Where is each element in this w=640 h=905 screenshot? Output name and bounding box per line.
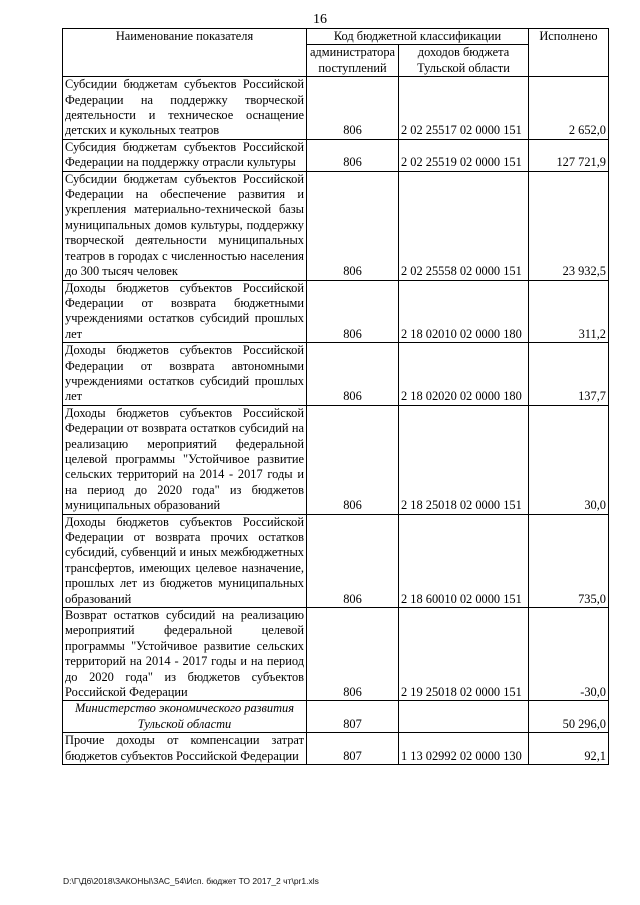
administrator-code-cell: 806 [307, 343, 399, 406]
income-code-cell: 2 19 25018 02 0000 151 [399, 608, 529, 701]
ministry-row [63, 701, 609, 733]
header-budget-income: доходов бюджета Тульской области [399, 45, 529, 77]
table-row [63, 280, 609, 343]
ministry-name-cell: Министерство экономического развития Тульской области [63, 701, 307, 733]
page-number: 16 [313, 12, 327, 27]
header-indicator-name: Наименование показателя [63, 29, 307, 77]
executed-amount-cell: 30,0 [529, 405, 609, 514]
executed-amount-cell: 311,2 [529, 280, 609, 343]
table-row [63, 405, 609, 514]
income-code-cell [399, 701, 529, 733]
indicator-name-cell: Доходы бюджетов субъектов Российской Федерации от возврата остатков субсидий на реализацию мероприятий федеральной целевой программы "Устойчивое развитие сельских территорий на 2014 - 2017 годы и на период до 2020 года" из бюджетов муниципальных образований [63, 405, 307, 514]
income-code-cell: 2 18 25018 02 0000 151 [399, 405, 529, 514]
income-code-cell: 2 18 60010 02 0000 151 [399, 514, 529, 607]
indicator-name-cell: Доходы бюджетов субъектов Российской Федерации от возврата автономными учреждениями остатков субсидий прошлых лет [63, 343, 307, 406]
administrator-code-cell: 806 [307, 280, 399, 343]
income-code-cell: 2 02 25519 02 0000 151 [399, 139, 529, 171]
executed-amount-cell: 127 721,9 [529, 139, 609, 171]
administrator-code-cell: 806 [307, 77, 399, 140]
income-code-cell: 2 18 02010 02 0000 180 [399, 280, 529, 343]
table-row [63, 733, 609, 765]
file-path-footer: D:\Г\Д6\2018\ЗАКОНЫ\ЗАС_54\Исп. бюджет ТО 2017_2 чт\pr1.xls [63, 876, 319, 886]
administrator-code-cell: 806 [307, 405, 399, 514]
executed-amount-cell: 92,1 [529, 733, 609, 765]
table-row [63, 343, 609, 406]
table-row [63, 514, 609, 607]
executed-amount-cell: 137,7 [529, 343, 609, 406]
indicator-name-cell: Доходы бюджетов субъектов Российской Федерации от возврата бюджетными учреждениями остатков субсидий прошлых лет [63, 280, 307, 343]
header-administrator: администратора поступлений [307, 45, 399, 77]
administrator-code-cell: 807 [307, 733, 399, 765]
executed-amount-cell: 2 652,0 [529, 77, 609, 140]
income-code-cell: 1 13 02992 02 0000 130 [399, 733, 529, 765]
indicator-name-cell: Прочие доходы от компенсации затрат бюджетов субъектов Российской Федерации [63, 733, 307, 765]
header-executed: Исполнено [529, 29, 609, 77]
administrator-code-cell: 806 [307, 171, 399, 280]
header-classification-code: Код бюджетной классификации [307, 29, 529, 45]
executed-amount-cell: -30,0 [529, 608, 609, 701]
administrator-code-cell: 806 [307, 514, 399, 607]
income-code-cell: 2 18 02020 02 0000 180 [399, 343, 529, 406]
income-code-cell: 2 02 25517 02 0000 151 [399, 77, 529, 140]
administrator-code-cell: 806 [307, 608, 399, 701]
table-body [63, 77, 609, 765]
indicator-name-cell: Субсидии бюджетам субъектов Российской Федерации на поддержку творческой деятельности и техническое оснащение детских и кукольных театров [63, 77, 307, 140]
indicator-name-cell: Субсидия бюджетам субъектов Российской Федерации на поддержку отрасли культуры [63, 139, 307, 171]
indicator-name-cell: Доходы бюджетов субъектов Российской Федерации от возврата прочих остатков субсидий, субвенций и иных межбюджетных трансфертов, имеющих целевое назначение, прошлых лет из бюджетов муниципальных образований [63, 514, 307, 607]
budget-income-table [62, 28, 609, 765]
administrator-code-cell: 806 [307, 139, 399, 171]
executed-amount-cell: 23 932,5 [529, 171, 609, 280]
table-row [63, 77, 609, 140]
table-row [63, 171, 609, 280]
executed-amount-cell: 50 296,0 [529, 701, 609, 733]
executed-amount-cell: 735,0 [529, 514, 609, 607]
table-row [63, 139, 609, 171]
indicator-name-cell: Возврат остатков субсидий на реализацию мероприятий федеральной целевой программы "Устойчивое развитие сельских территорий на 2014 - 2017 годы и на период до 2020 года" из бюджетов субъектов Российской Федерации [63, 608, 307, 701]
indicator-name-cell: Субсидии бюджетам субъектов Российской Федерации на обеспечение развития и укрепления материально-технической базы муниципальных домов культуры, поддержку творческой деятельности муниципальных театров в городах с численностью населения до 300 тысяч человек [63, 171, 307, 280]
income-code-cell: 2 02 25558 02 0000 151 [399, 171, 529, 280]
table-row [63, 608, 609, 701]
administrator-code-cell: 807 [307, 701, 399, 733]
